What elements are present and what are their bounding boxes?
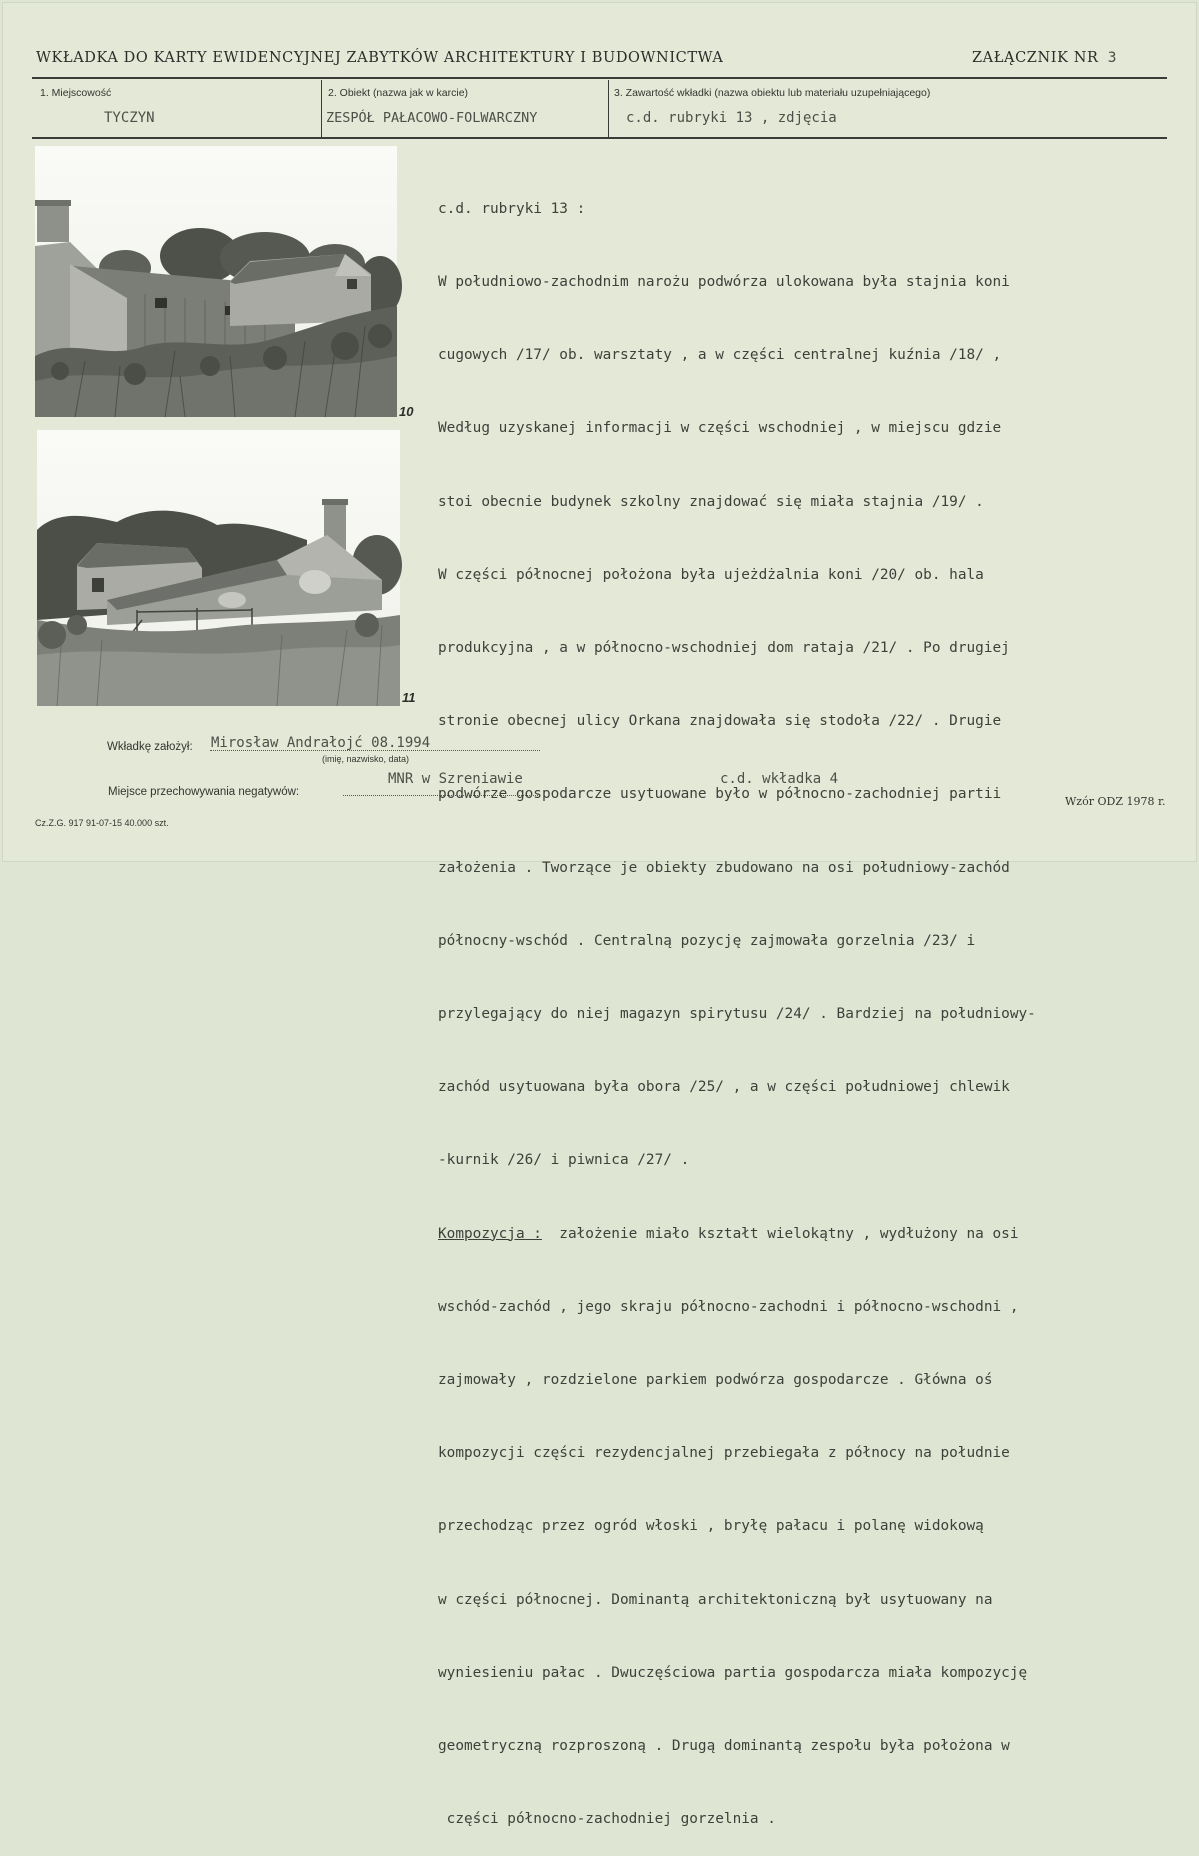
text-line: w części północnej. Dominantą architektoniczną był usytuowany na — [438, 1591, 993, 1608]
photo-number-10: 10 — [399, 404, 414, 419]
form-model: Wzór ODZ 1978 r. — [1065, 795, 1166, 808]
object-value: ZESPÓŁ PAŁACOWO-FOLWARCZNY — [326, 110, 538, 126]
attachment-value: 3 — [1107, 50, 1118, 66]
text-line: kompozycji części rezydencjalnej przebiegała z północy na południe — [438, 1445, 1010, 1462]
text-line: wyniesieniu pałac . Dwuczęściowa partia gospodarcza miała kompozycję — [438, 1664, 1028, 1681]
locality-label: 1. Miejscowość — [40, 87, 112, 99]
text-line: podwórze gospodarcze usytuowane było w północno-zachodniej partii — [438, 786, 1002, 803]
author-label: Wkładkę założył: — [107, 741, 193, 753]
content-label: 3. Zawartość wkładki (nazwa obiektu lub materiału uzupełniającego) — [614, 87, 931, 99]
author-dotted-line — [210, 750, 540, 751]
text-line: stronie obecnej ulicy Orkana znajdowała się stodoła /22/ . Drugie — [438, 713, 1002, 730]
text-line: części północno-zachodniej gorzelnia . — [438, 1811, 776, 1828]
attachment-label: ZAŁĄCZNIK NR — [972, 50, 1099, 66]
text-line: stoi obecnie budynek szkolny znajdować się miała stajnia /19/ . — [438, 493, 984, 510]
photo-stable-buildings — [35, 146, 397, 417]
negatives-label: Miejsce przechowywania negatywów: — [108, 786, 300, 798]
header-rule-top — [32, 77, 1167, 79]
object-label: 2. Obiekt (nazwa jak w karcie) — [328, 87, 469, 99]
text-line: północny-wschód . Centralną pozycję zajmowała gorzelnia /23/ i — [438, 932, 976, 949]
negatives-dotted-line — [343, 795, 540, 796]
photo-outbuildings — [37, 430, 400, 706]
text-line: produkcyjna , a w północno-wschodniej dom rataja /21/ . Po drugiej — [438, 640, 1010, 657]
header-rule-bottom — [32, 137, 1167, 139]
text-line: zachód usytuowana była obora /25/ , a w części południowej chlewik — [438, 1079, 1010, 1096]
field-divider-1 — [321, 80, 322, 137]
text-line: -kurnik /26/ i piwnica /27/ . — [438, 1152, 690, 1169]
attachment-number — [972, 50, 1117, 66]
author-hint: (imię, nazwisko, data) — [322, 754, 410, 764]
composition-first-text: założenie miało kształt wielokątny , wydłużony na osi — [541, 1225, 1019, 1242]
locality-value: TYCZYN — [104, 110, 155, 126]
text-line: cugowych /17/ ob. warsztaty , a w części centralnej kuźnia /18/ , — [438, 347, 1002, 364]
text-line: założenia . Tworzące je obiekty zbudowano na osi południowy-zachód — [438, 859, 1010, 876]
text-line: W części północnej położona była ujeżdżalnia koni /20/ ob. hala — [438, 566, 984, 583]
text-line: przechodząc przez ogród włoski , bryłę pałacu i polanę widokową — [438, 1518, 984, 1535]
photo-number-11: 11 — [402, 690, 416, 705]
composition-heading: Kompozycja : — [438, 1225, 542, 1242]
continuation-note: c.d. wkładka 4 — [720, 771, 839, 787]
author-value: Mirosław Andrałojć 08.1994 — [211, 735, 431, 751]
print-info: Cz.Z.G. 917 91-07-15 40.000 szt. — [35, 818, 169, 828]
text-line: zajmowały , rozdzielone parkiem podwórza gospodarcze . Główna oś — [438, 1372, 993, 1389]
field-divider-2 — [608, 80, 609, 137]
description-text — [438, 148, 1178, 1856]
text-line: W południowo-zachodnim narożu podwórza ulokowana była stajnia koni — [438, 274, 1010, 291]
content-value: c.d. rubryki 13 , zdjęcia — [626, 110, 837, 126]
text-line: wschód-zachód , jego skraju północno-zachodni i północno-wschodni , — [438, 1298, 1019, 1315]
negatives-value: MNR w Szreniawie — [388, 771, 523, 787]
text-line: przylegający do niej magazyn spirytusu /24/ . Bardziej na południowy- — [438, 1006, 1036, 1023]
text-line: c.d. rubryki 13 : — [438, 200, 586, 217]
form-title: WKŁADKA DO KARTY EWIDENCYJNEJ ZABYTKÓW ARCHITEKTURY I BUDOWNICTWA — [36, 50, 724, 66]
text-line: geometryczną rozproszoną . Drugą dominantą zespołu była położona w — [438, 1738, 1010, 1755]
composition-line — [438, 1222, 1178, 1246]
text-line: Według uzyskanej informacji w części wschodniej , w miejscu gdzie — [438, 420, 1002, 437]
